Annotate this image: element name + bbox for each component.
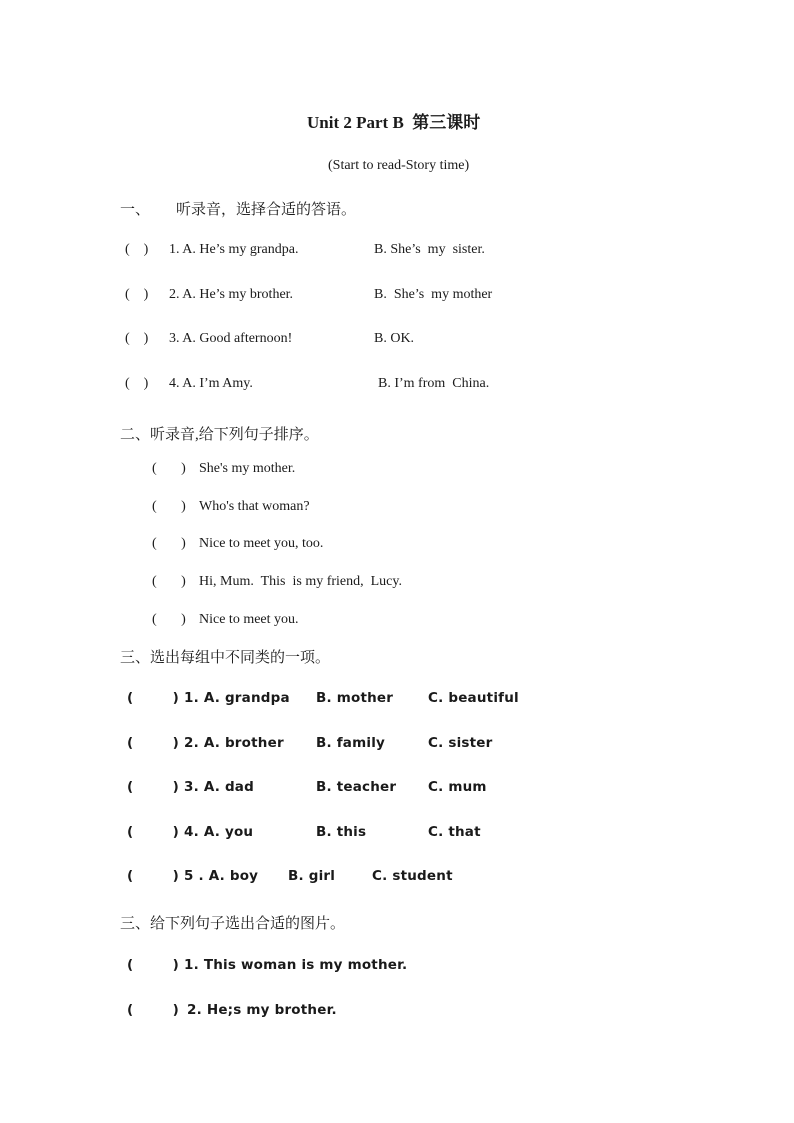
- question-option-b: B. She’s my mother: [374, 287, 493, 302]
- answer-paren: ( ): [125, 376, 149, 391]
- answer-paren: ( ): [125, 331, 149, 346]
- question-option-a: 1. A. He’s my grandpa.: [169, 242, 299, 257]
- answer-paren: ( ): [152, 536, 186, 551]
- word-option-b: B. this: [316, 824, 367, 840]
- word-option-a: 3. A. dad: [184, 779, 254, 795]
- answer-paren: ( ): [125, 287, 149, 302]
- section2-heading: 二、听录音,给下列句子排序。: [120, 427, 319, 443]
- section3-heading: 三、选出每组中不同类的一项。: [120, 650, 331, 666]
- word-option-a: 2. A. brother: [184, 735, 284, 751]
- answer-paren: ( ): [127, 868, 179, 884]
- word-option-a: 5 . A. boy: [184, 868, 259, 884]
- question-option-a: 4. A. I’m Amy.: [169, 376, 253, 391]
- question-option-b: B. OK.: [374, 331, 415, 346]
- answer-paren: ( ): [152, 612, 186, 627]
- question-option-a: 3. A. Good afternoon!: [169, 331, 293, 346]
- answer-paren: ( ): [127, 824, 179, 840]
- sentence-text: Nice to meet you, too.: [199, 536, 324, 551]
- section4-heading: 三、给下列句子选出合适的图片。: [120, 916, 346, 932]
- word-option-b: B. mother: [316, 690, 394, 706]
- word-option-b: B. girl: [288, 868, 336, 884]
- sentence-text: Hi, Mum. This is my friend, Lucy.: [199, 574, 402, 589]
- section1-heading-number: 一、: [120, 202, 151, 218]
- answer-paren: ( ): [127, 1002, 179, 1018]
- word-option-a: 4. A. you: [184, 824, 254, 840]
- question-option-a: 2. A. He’s my brother.: [169, 287, 294, 302]
- sentence-text: She's my mother.: [199, 461, 296, 476]
- answer-paren: ( ): [127, 957, 179, 973]
- word-option-c: C. student: [372, 868, 453, 884]
- answer-paren: ( ): [152, 574, 186, 589]
- answer-paren: ( ): [152, 499, 186, 514]
- answer-paren: ( ): [152, 461, 186, 476]
- picture-sentence: 1. This woman is my mother.: [184, 957, 408, 973]
- word-option-b: B. family: [316, 735, 386, 751]
- sentence-text: Nice to meet you.: [199, 612, 299, 627]
- answer-paren: ( ): [127, 779, 179, 795]
- word-option-c: C. sister: [428, 735, 493, 751]
- word-option-c: C. that: [428, 824, 481, 840]
- page-subtitle: (Start to read-Story time): [328, 158, 470, 173]
- word-option-c: C. beautiful: [428, 690, 519, 706]
- question-option-b: B. She’s my sister.: [374, 242, 485, 257]
- word-option-b: B. teacher: [316, 779, 397, 795]
- section1-heading: 听录音，选择合适的答语。: [176, 202, 357, 218]
- answer-paren: ( ): [125, 242, 149, 257]
- picture-sentence: 2. He;s my brother.: [187, 1002, 337, 1018]
- page-title: Unit 2 Part B 第三课时: [307, 113, 481, 132]
- answer-paren: ( ): [127, 735, 179, 751]
- question-option-b: B. I’m from China.: [378, 376, 490, 391]
- word-option-a: 1. A. grandpa: [184, 690, 290, 706]
- sentence-text: Who's that woman?: [199, 499, 310, 514]
- word-option-c: C. mum: [428, 779, 487, 795]
- answer-paren: ( ): [127, 690, 179, 706]
